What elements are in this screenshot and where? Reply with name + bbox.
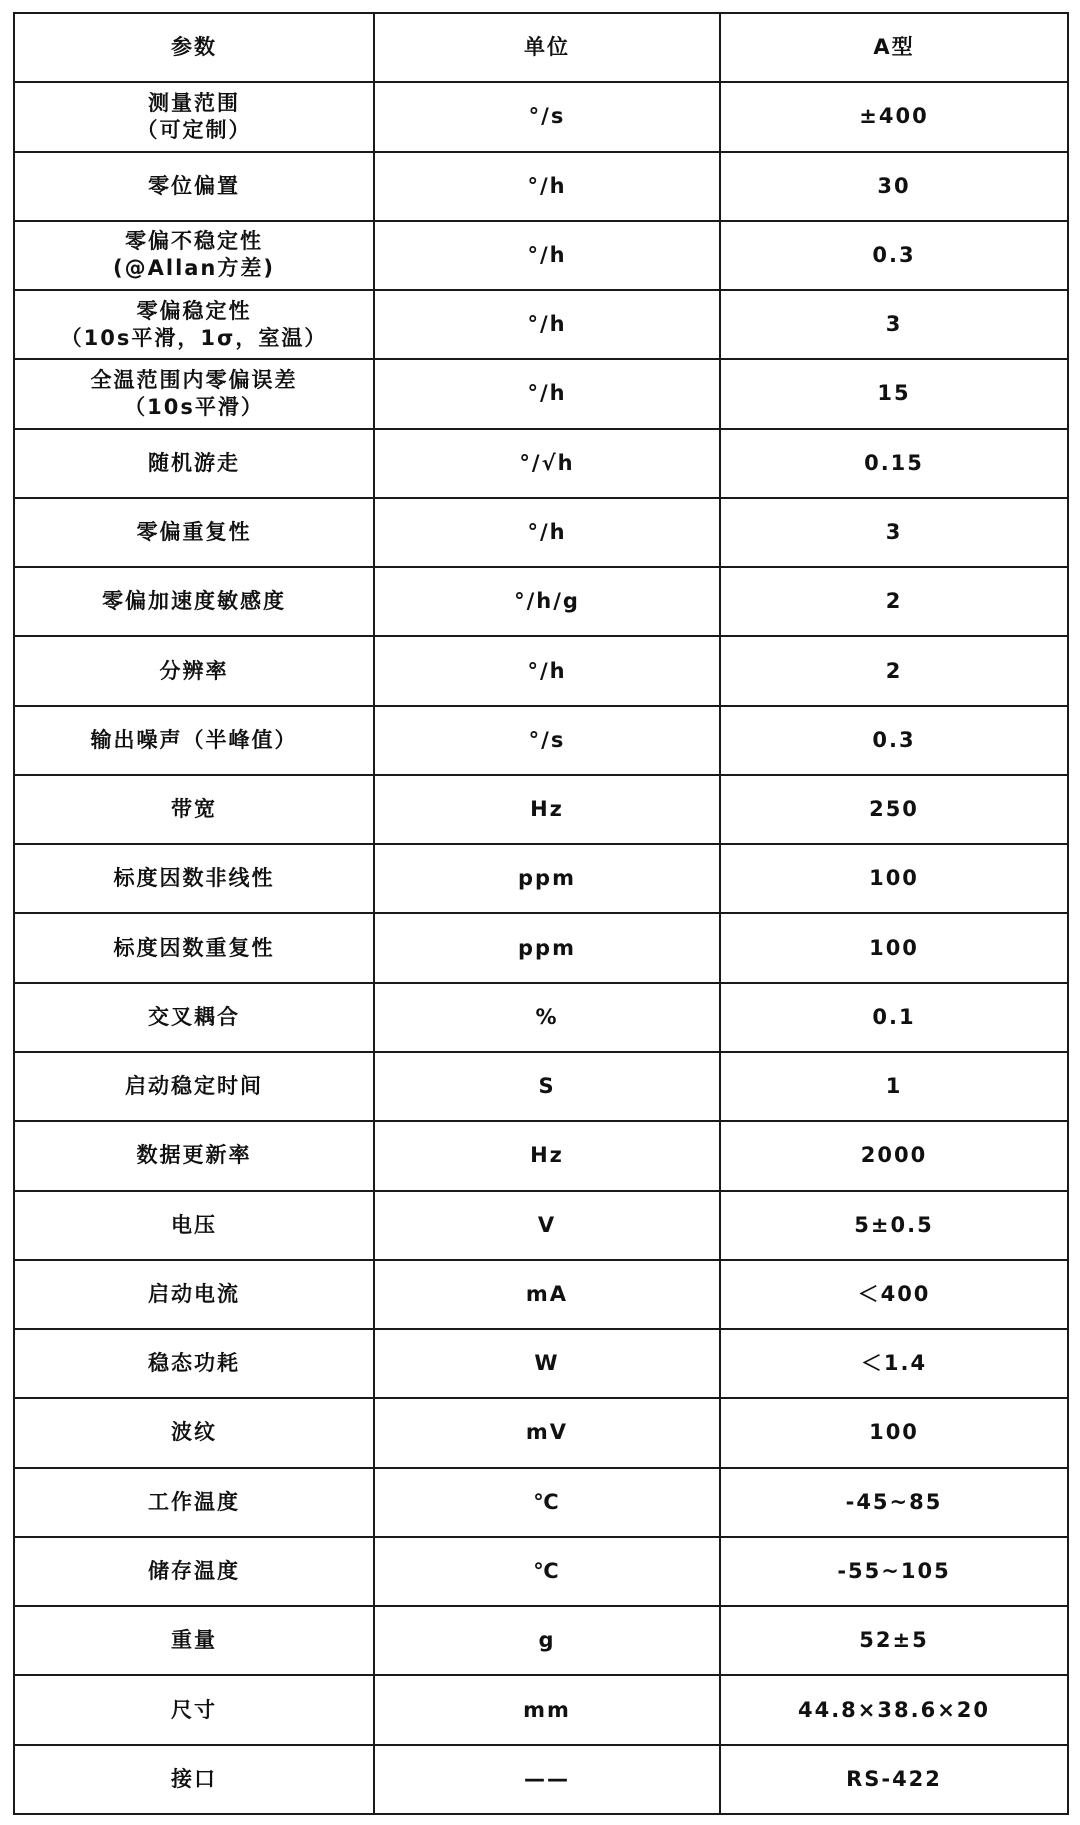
- param-label: 全温范围内零偏误差: [90, 367, 298, 392]
- unit-cell: °/h: [374, 498, 720, 567]
- table-row: [14, 1191, 1068, 1260]
- unit-cell: °/h/g: [374, 567, 720, 636]
- param-cell: [14, 498, 374, 567]
- table-row: [14, 82, 1068, 151]
- table-row: [14, 913, 1068, 982]
- table-row: [14, 1398, 1068, 1467]
- param-cell: [14, 1191, 374, 1260]
- unit-cell: °/h: [374, 359, 720, 428]
- unit-cell: °/h: [374, 152, 720, 221]
- param-cell: [14, 429, 374, 498]
- param-label: 零偏加速度敏感度: [102, 589, 286, 614]
- value-cell: 0.3: [720, 706, 1068, 775]
- unit-cell: ppm: [374, 913, 720, 982]
- value-cell: 1: [720, 1052, 1068, 1121]
- param-label: (@Allan方差): [113, 256, 275, 281]
- value-cell: 3: [720, 290, 1068, 359]
- unit-cell: ℃: [374, 1537, 720, 1606]
- param-cell: [14, 359, 374, 428]
- unit-cell: mV: [374, 1398, 720, 1467]
- unit-cell: Hz: [374, 775, 720, 844]
- param-cell: [14, 1329, 374, 1398]
- unit-cell: W: [374, 1329, 720, 1398]
- table-body: [14, 82, 1068, 1814]
- param-cell: [14, 1121, 374, 1190]
- header-param: 参数: [14, 13, 374, 82]
- param-cell: [14, 1468, 374, 1537]
- table-row: [14, 1260, 1068, 1329]
- param-cell: [14, 1398, 374, 1467]
- value-cell: 30: [720, 152, 1068, 221]
- table-header-row: [14, 13, 1068, 82]
- unit-cell: °/s: [374, 82, 720, 151]
- param-cell: [14, 221, 374, 290]
- value-cell: 250: [720, 775, 1068, 844]
- param-cell: [14, 290, 374, 359]
- unit-cell: ppm: [374, 844, 720, 913]
- table-row: [14, 221, 1068, 290]
- spec-table: [13, 12, 1069, 1815]
- table-row: [14, 1329, 1068, 1398]
- param-cell: [14, 706, 374, 775]
- param-cell: [14, 82, 374, 151]
- value-cell: 100: [720, 844, 1068, 913]
- param-cell: [14, 1052, 374, 1121]
- value-cell: 0.3: [720, 221, 1068, 290]
- param-cell: [14, 1606, 374, 1675]
- unit-cell: ℃: [374, 1468, 720, 1537]
- unit-cell: °/h: [374, 221, 720, 290]
- param-label: 标度因数重复性: [113, 935, 275, 960]
- unit-cell: °/√h: [374, 429, 720, 498]
- value-cell: 2: [720, 567, 1068, 636]
- param-cell: [14, 913, 374, 982]
- value-cell: 100: [720, 1398, 1068, 1467]
- param-label: 启动稳定时间: [125, 1074, 263, 1099]
- value-cell: -55~105: [720, 1537, 1068, 1606]
- header-unit: 单位: [374, 13, 720, 82]
- param-cell: [14, 567, 374, 636]
- param-label: 随机游走: [148, 450, 240, 475]
- table-row: [14, 706, 1068, 775]
- param-cell: [14, 983, 374, 1052]
- param-label: 启动电流: [148, 1281, 240, 1306]
- param-label: 测量范围: [148, 90, 240, 115]
- header-model: A型: [720, 13, 1068, 82]
- value-cell: 15: [720, 359, 1068, 428]
- value-cell: 44.8×38.6×20: [720, 1675, 1068, 1744]
- param-label: 零偏不稳定性: [125, 229, 263, 254]
- value-cell: 3: [720, 498, 1068, 567]
- table-row: [14, 983, 1068, 1052]
- value-cell: 100: [720, 913, 1068, 982]
- param-label: 工作温度: [148, 1489, 240, 1514]
- param-label: 零偏重复性: [136, 519, 252, 544]
- unit-cell: S: [374, 1052, 720, 1121]
- value-cell: 2: [720, 636, 1068, 705]
- table-row: [14, 636, 1068, 705]
- table-row: [14, 567, 1068, 636]
- value-cell: 2000: [720, 1121, 1068, 1190]
- value-cell: ＜1.4: [720, 1329, 1068, 1398]
- param-label: 输出噪声（半峰值）: [90, 727, 298, 752]
- param-cell: [14, 152, 374, 221]
- table-row: [14, 1121, 1068, 1190]
- unit-cell: °/h: [374, 290, 720, 359]
- value-cell: ＜400: [720, 1260, 1068, 1329]
- table-row: [14, 1468, 1068, 1537]
- value-cell: 0.1: [720, 983, 1068, 1052]
- param-label: 零偏稳定性: [136, 298, 252, 323]
- table-row: [14, 1745, 1068, 1814]
- table-row: [14, 844, 1068, 913]
- param-label: 分辨率: [159, 658, 229, 683]
- table-row: [14, 1606, 1068, 1675]
- param-label: 带宽: [171, 797, 217, 822]
- param-label: 电压: [171, 1212, 217, 1237]
- param-cell: [14, 1537, 374, 1606]
- unit-cell: ——: [374, 1745, 720, 1814]
- value-cell: 5±0.5: [720, 1191, 1068, 1260]
- unit-cell: %: [374, 983, 720, 1052]
- param-label: 波纹: [171, 1420, 217, 1445]
- table-row: [14, 1052, 1068, 1121]
- table-row: [14, 1675, 1068, 1744]
- unit-cell: g: [374, 1606, 720, 1675]
- table-row: [14, 290, 1068, 359]
- param-label: 接口: [171, 1766, 217, 1791]
- param-label: （10s平滑）: [124, 394, 264, 419]
- value-cell: -45~85: [720, 1468, 1068, 1537]
- unit-cell: °/s: [374, 706, 720, 775]
- table-row: [14, 359, 1068, 428]
- value-cell: 0.15: [720, 429, 1068, 498]
- param-label: 稳态功耗: [148, 1351, 240, 1376]
- param-cell: [14, 1260, 374, 1329]
- unit-cell: °/h: [374, 636, 720, 705]
- param-cell: [14, 636, 374, 705]
- unit-cell: mm: [374, 1675, 720, 1744]
- param-label: 数据更新率: [136, 1143, 252, 1168]
- table-row: [14, 775, 1068, 844]
- unit-cell: Hz: [374, 1121, 720, 1190]
- param-label: 交叉耦合: [148, 1004, 240, 1029]
- param-cell: [14, 775, 374, 844]
- table-row: [14, 429, 1068, 498]
- unit-cell: mA: [374, 1260, 720, 1329]
- table-row: [14, 152, 1068, 221]
- value-cell: RS-422: [720, 1745, 1068, 1814]
- param-label: （可定制）: [136, 117, 252, 142]
- param-cell: [14, 1675, 374, 1744]
- param-label: 尺寸: [171, 1697, 217, 1722]
- value-cell: 52±5: [720, 1606, 1068, 1675]
- unit-cell: V: [374, 1191, 720, 1260]
- param-label: 零位偏置: [148, 173, 240, 198]
- param-label: 储存温度: [148, 1558, 240, 1583]
- param-label: （10s平滑，1σ，室温）: [60, 325, 328, 350]
- param-cell: [14, 844, 374, 913]
- table-row: [14, 498, 1068, 567]
- table-row: [14, 1537, 1068, 1606]
- value-cell: ±400: [720, 82, 1068, 151]
- param-label: 标度因数非线性: [113, 866, 275, 891]
- param-label: 重量: [171, 1628, 217, 1653]
- param-cell: [14, 1745, 374, 1814]
